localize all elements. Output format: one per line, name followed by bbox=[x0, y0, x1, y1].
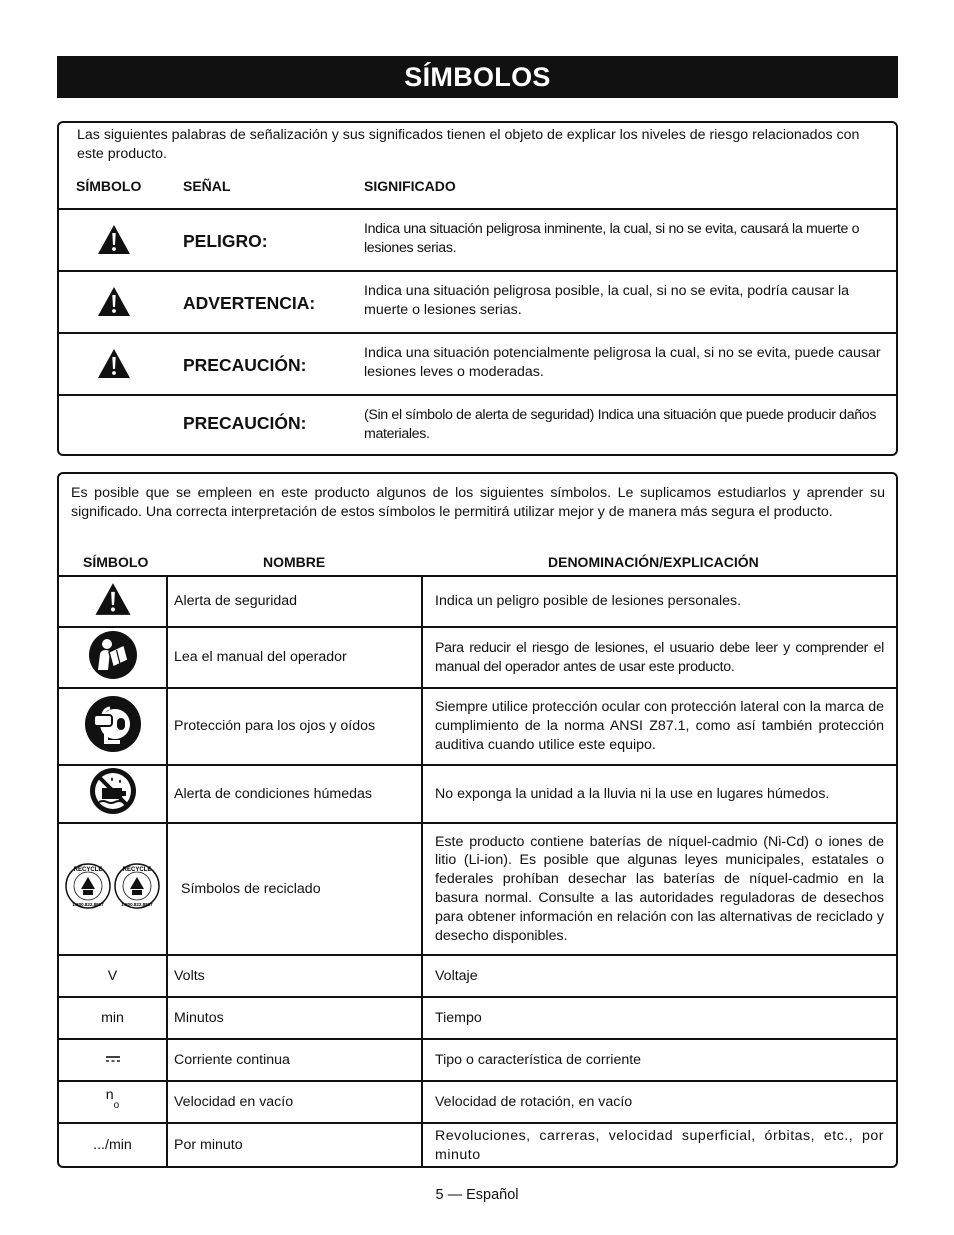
name-cell: Alerta de condiciones húmedas bbox=[167, 765, 422, 823]
symbol-sub: o bbox=[113, 1099, 120, 1111]
eye-ear-protection-icon bbox=[84, 695, 142, 753]
table-row bbox=[59, 955, 896, 997]
table-row bbox=[59, 1081, 896, 1123]
name-cell: Por minuto bbox=[167, 1123, 422, 1167]
signal-words-box bbox=[57, 121, 898, 456]
safety-alert-icon bbox=[97, 348, 131, 379]
safety-alert-icon bbox=[97, 224, 131, 255]
symbol-cell bbox=[59, 576, 167, 627]
read-manual-icon bbox=[88, 630, 138, 680]
recycle-seal-word: RECYCLE bbox=[123, 867, 152, 874]
recycle-seal-phone: 1.800.822.8837 bbox=[121, 902, 154, 908]
name-cell: Alerta de seguridad bbox=[167, 576, 422, 627]
recycle-seal-icon bbox=[65, 863, 111, 909]
symbol-cell bbox=[59, 823, 167, 955]
signal-label: PRECAUCIÓN: bbox=[183, 355, 307, 375]
name-cell: Minutos bbox=[167, 997, 422, 1039]
signal-row-advertencia bbox=[59, 270, 896, 332]
table-row bbox=[59, 823, 896, 955]
signal-meaning: Indica una situación peligrosa posible, la cual, si no se evita, podría causar la muerte o lesiones serias. bbox=[364, 283, 850, 318]
explanation-cell: Velocidad de rotación, en vacío bbox=[422, 1081, 896, 1123]
name-cell: Lea el manual del operador bbox=[167, 627, 422, 688]
symbol-cell bbox=[59, 688, 167, 765]
symbol-main: n bbox=[105, 1086, 114, 1103]
header-symbol: SÍMBOLO bbox=[76, 178, 142, 194]
header-name: NOMBRE bbox=[263, 554, 326, 570]
explanation-cell: Para reducir el riesgo de lesiones, el usuario debe leer y comprender el manual del operador antes de usar este producto. bbox=[422, 627, 896, 688]
page-title: SÍMBOLOS bbox=[57, 56, 898, 98]
symbol-cell: V bbox=[59, 955, 167, 997]
recycle-seal-icon bbox=[114, 863, 160, 909]
header-explanation: DENOMINACIÓN/EXPLICACIÓN bbox=[548, 554, 759, 570]
symbol-cell bbox=[59, 1039, 167, 1081]
signal-meaning: Indica una situación potencialmente peligrosa la cual, si no se evita, puede causar lesiones leves o moderadas. bbox=[364, 345, 881, 380]
name-cell: Volts bbox=[167, 955, 422, 997]
explanation-cell: Tiempo bbox=[422, 997, 896, 1039]
signal-intro: Las siguientes palabras de señalización y sus significados tienen el objeto de explicar los niveles de riesgo relacionados con este producto. bbox=[77, 127, 860, 162]
name-cell: Velocidad en vacío bbox=[167, 1081, 422, 1123]
header-symbol: SÍMBOLO bbox=[83, 554, 149, 570]
symbol-cell bbox=[59, 765, 167, 823]
explanation-cell: Revoluciones, carreras, velocidad superficial, órbitas, etc., por minuto bbox=[422, 1123, 896, 1167]
explanation-cell: Voltaje bbox=[422, 955, 896, 997]
name-cell: Símbolos de reciclado bbox=[167, 823, 422, 955]
table-row bbox=[59, 997, 896, 1039]
symbol-cell bbox=[59, 627, 167, 688]
recycle-seal-phone: 1.800.822.8837 bbox=[71, 902, 104, 908]
signal-row-precaucion-no-symbol bbox=[59, 394, 896, 456]
table-row bbox=[59, 1123, 896, 1167]
wet-conditions-icon bbox=[89, 767, 137, 815]
signal-meaning: (Sin el símbolo de alerta de seguridad) Indica una situación que puede producir daños materiales. bbox=[364, 407, 877, 442]
signal-label: PELIGRO: bbox=[183, 231, 268, 251]
signal-label: PRECAUCIÓN: bbox=[183, 413, 307, 433]
signal-row-peligro bbox=[59, 208, 896, 270]
symbol-cell: min bbox=[59, 997, 167, 1039]
name-cell: Corriente continua bbox=[167, 1039, 422, 1081]
explanation-cell: Siempre utilice protección ocular con protección lateral con la marca de cumplimiento de la norma ANSI Z87.1, como así también protección auditiva cuando utilice este equipo. bbox=[422, 688, 896, 765]
table-row bbox=[59, 1039, 896, 1081]
explanation-cell: Indica un peligro posible de lesiones personales. bbox=[422, 576, 896, 627]
table-row bbox=[59, 765, 896, 823]
header-signal: SEÑAL bbox=[183, 178, 231, 194]
page-footer: 5 — Español bbox=[435, 1187, 519, 1203]
symbol-cell bbox=[59, 1081, 167, 1123]
symbols-intro: Es posible que se empleen en este producto algunos de los siguientes símbolos. Le suplicamos estudiarlos y aprender su significado. Una correcta interpretación de estos símbolos le permitirá utilizar mejor y de manera más segura el producto. bbox=[71, 485, 885, 520]
safety-alert-icon bbox=[94, 582, 132, 616]
explanation-cell: Tipo o característica de corriente bbox=[422, 1039, 896, 1081]
recycle-seal-word: RECYCLE bbox=[73, 867, 102, 874]
explanation-cell: Este producto contiene baterías de níquel-cadmio (Ni-Cd) o iones de litio (Li-ion). Es posible que algunas leyes municipales, estatales o federales prohíban desechar las baterías de níquel-cadmio en la basura normal. Consulte a las autoridades reguladoras de desechos para obtener información en relación con las alternativas de reciclado y desecho disponibles. bbox=[422, 823, 896, 955]
symbols-box bbox=[57, 472, 898, 1168]
safety-alert-icon bbox=[97, 286, 131, 317]
table-row bbox=[59, 627, 896, 688]
symbols-table bbox=[59, 575, 896, 1167]
header-meaning: SIGNIFICADO bbox=[364, 178, 456, 194]
explanation-cell: No exponga la unidad a la lluvia ni la use en lugares húmedos. bbox=[422, 765, 896, 823]
table-row bbox=[59, 688, 896, 765]
table-row bbox=[59, 576, 896, 627]
signal-meaning: Indica una situación peligrosa inminente, la cual, si no se evita, causará la muerte o lesiones serias. bbox=[364, 221, 860, 256]
signal-label: ADVERTENCIA: bbox=[183, 293, 316, 313]
name-cell: Protección para los ojos y oídos bbox=[167, 688, 422, 765]
signal-row-precaucion bbox=[59, 332, 896, 394]
direct-current-icon bbox=[105, 1054, 121, 1064]
symbol-cell: .../min bbox=[59, 1123, 167, 1167]
